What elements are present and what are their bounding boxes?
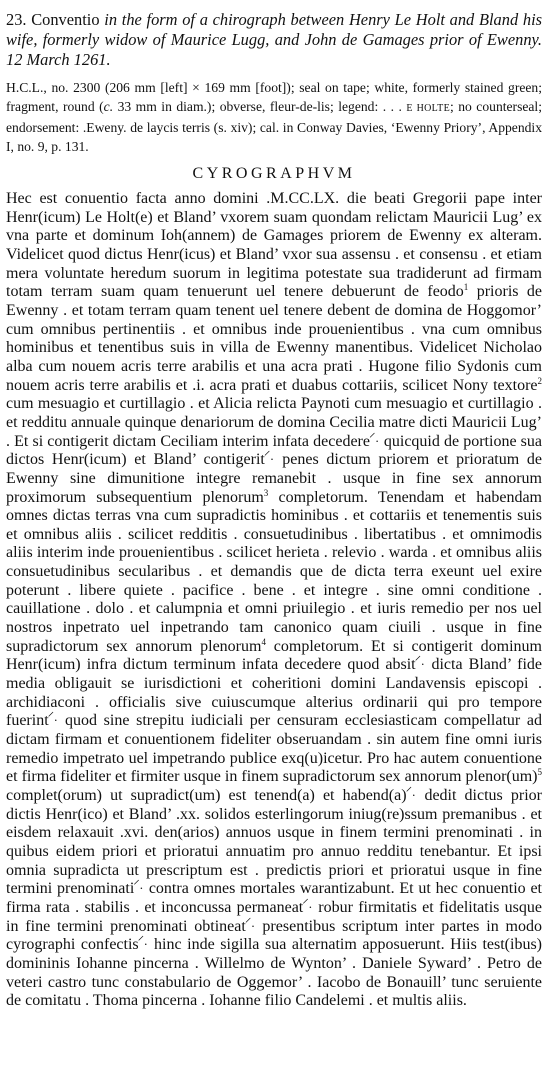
punctus-elevatus: ⸍. [369, 429, 379, 445]
archival-text-3: ; no counterseal; endorsement: .Eweny. de laycis terris (s. xiv); cal. in Conway Davies, ‘Ewenny Priory’, Appendix I, no. 9, p. 131. [6, 99, 542, 154]
text-title: CYROGRAPHVM [192, 165, 356, 182]
text-segment: quod sine strepitu iudiciali per censuram ecclesiasticam compellatur ad dictam firmam et conuentionem fideliter obseruandam . sin autem fine omni iuris remedio impetrato uel impetrando publice exq(u)icetur. Pro hac autem conuentione et firma fideliter et firmiter usque in finem supradictorum sex annorum plenor(um) [6, 712, 542, 786]
punctus-elevatus: ⸍. [47, 709, 58, 725]
archival-description [6, 78, 542, 156]
text-segment: dedit dictus prior dictis Henr(ico) et Bland’ .xx. solidos esterlingorum iniug(re)ssum premanibus . et eisdem relaxauit .xvi. den(arios) annuos usque in finem termini prenominati . in quibus eidem priori et prioratui annuatim pro annuo redditu tenebantur. Et ipsi omnia supradicta ut prescriptum est . predictis priori et prioratui usque in fine termini prenominati [6, 787, 543, 898]
archival-text-2: 33 mm in diam.); obverse, fleur-de-lis; legend: . . . [113, 99, 407, 114]
text-segment: completorum. Et si contigerit dominum Henr(icum) infra dictum terminum infata decedere quod absit [6, 637, 542, 674]
latin-text [6, 190, 542, 1011]
text-segment: complet(orum) ut supradict(um) est tenend(a) et habend(a) [6, 787, 407, 804]
punctus-elevatus: ⸍. [302, 895, 312, 911]
punctus-elevatus: ⸍. [244, 914, 255, 930]
text-segment: penes dictum priorem et prioratum de Ewenny sine dimunitione integre remanebit . usque in fine sex annorum proximorum subsequentium plenorum [6, 451, 542, 506]
punctus-elevatus: ⸍. [414, 653, 425, 669]
circa-abbrev: c. [103, 99, 114, 114]
footnote-marker: 2 [537, 375, 542, 386]
document-number: 23. Conventio [6, 10, 100, 29]
text-segment: presentibus scriptum inter partes in modo cyrographi confectis [6, 917, 543, 954]
footnote-marker: 4 [261, 636, 266, 647]
text-segment: quicquid de portione sua dictos Henr(icum) et Bland’ contigerit [6, 432, 543, 469]
punctus-elevatus: ⸍. [137, 933, 148, 949]
text-segment: Hec est conuentio facta anno domini .M.CC.LX. die beati Gregorii pape inter Henr(icum) Le Holt(e) et Bland’ vxorem suam quondam relictam Mauricii Lug’ ex vna parte et dominum Ioh(annem) de Gamages priorem de Ewenny ex alteram. Videlicet quod dictus Henr(icus) et Bland’ vxor sua assensu . et consensu . et etiam mera voluntate heredum suorum in legitima potestate sua tradiderunt ad firmam totam terram suam quam tenuerunt uel tenere debuerunt de feodo [6, 190, 542, 301]
text-segment: prioris de Ewenny . et totam terram quam tenent uel tenere debent de domina de Hoggomor’ cum omnibus pertinentiis . et omnibus inde prouenientibus . vna cum omnibus hominibus et tenentibus suis in villa de Ewenny manentibus. Videlicet Nicholao alba cum nouem acris terre arabilis et una acra prati . Hugone filio Sydonis cum nouem acris terre arabilis et .i. acra prati et duabus cottariis, scilicet Nony textore [6, 283, 543, 394]
punctus-elevatus: ⸍. [405, 784, 416, 799]
text-segment: contra omnes mortales warantizabunt. Et ut hec conuentio et firma rata . stabilis . et inconcussa permaneat [6, 880, 542, 916]
punctus-elevatus: ⸍. [263, 448, 274, 464]
document-heading [6, 10, 542, 70]
text-segment: robur firmitatis et fidelitatis usque in fine termini prenominati obtineat [6, 898, 542, 935]
text-segment: completorum. Tenendam et habendam omnes dictas terras vna cum supradictis hominibus . et cottariis et tenementis suis et omnibus aliis . scilicet redditis . consuetudinibus . libertatibus . et omnimodis aliis interim inde prouenientibus . scilicet herieta . relevio . warda . et omnibus aliis consuetudinibus secularibus . et demandis que de dicta terra exeunt uel exire poterunt . libere quiete . pacifice . bene . et integre . sine omni conditione . cauillatione . dolo . et calumpnia et omni priuilegio . et iuris remedio per nos uel nostros inpetrato uel inpetrando tam canonico quam ciuili . usque in fine supradictorum sex annorum plenorum [6, 488, 542, 655]
seal-legend: E HOLTE [406, 103, 450, 114]
footnote-marker: 3 [263, 487, 269, 498]
punctus-elevatus: ⸍. [133, 877, 144, 893]
footnote-marker: 5 [537, 767, 542, 778]
text-segment: cum mesuagio et curtillagio . et Alicia relicta Paynoti cum mesuagio et curtillagio . et redditu annuale quinque denariorum de domina Cecilia matre dicti Mauricii Lug’ . Et si contigerit dictam Ceciliam interim infata decedere [6, 395, 542, 450]
archival-text-1: H.C.L., no. 2300 (206 mm [left] × 169 mm [foot]); seal on tape; white, formerly stained green; fragment, round ( [6, 80, 542, 114]
text-segment: hinc inde sigilla sua alternatim apposuerunt. Hiis test(ibus) domininis Iohanne pincerna . Willelmo de Wynton’ . Daniele Syward’ . Petro de veteri castro tunc constabulario de Oggemor’ . Iacobo de Bonauill’ tunc seruiente de comitatu . Thoma pincerna . Iohanne filio Candelemi . et multis aliis. [6, 936, 542, 1010]
text-segment: dicta Bland’ fide media obligauit se iurisdictioni et coheritioni domini Landavensis episcopi . archidiaconi . officialis sive cuiuscumque alterius ordinarii qui pro tempore fuerint [6, 656, 543, 730]
document-heading-text: in the form of a chirograph between Henry Le Holt and Bland his wife, formerly widow of Maurice Lugg, and John de Gamages prior of Ewenny. 12 March 1261. [6, 10, 543, 69]
footnote-marker: 1 [463, 282, 469, 293]
